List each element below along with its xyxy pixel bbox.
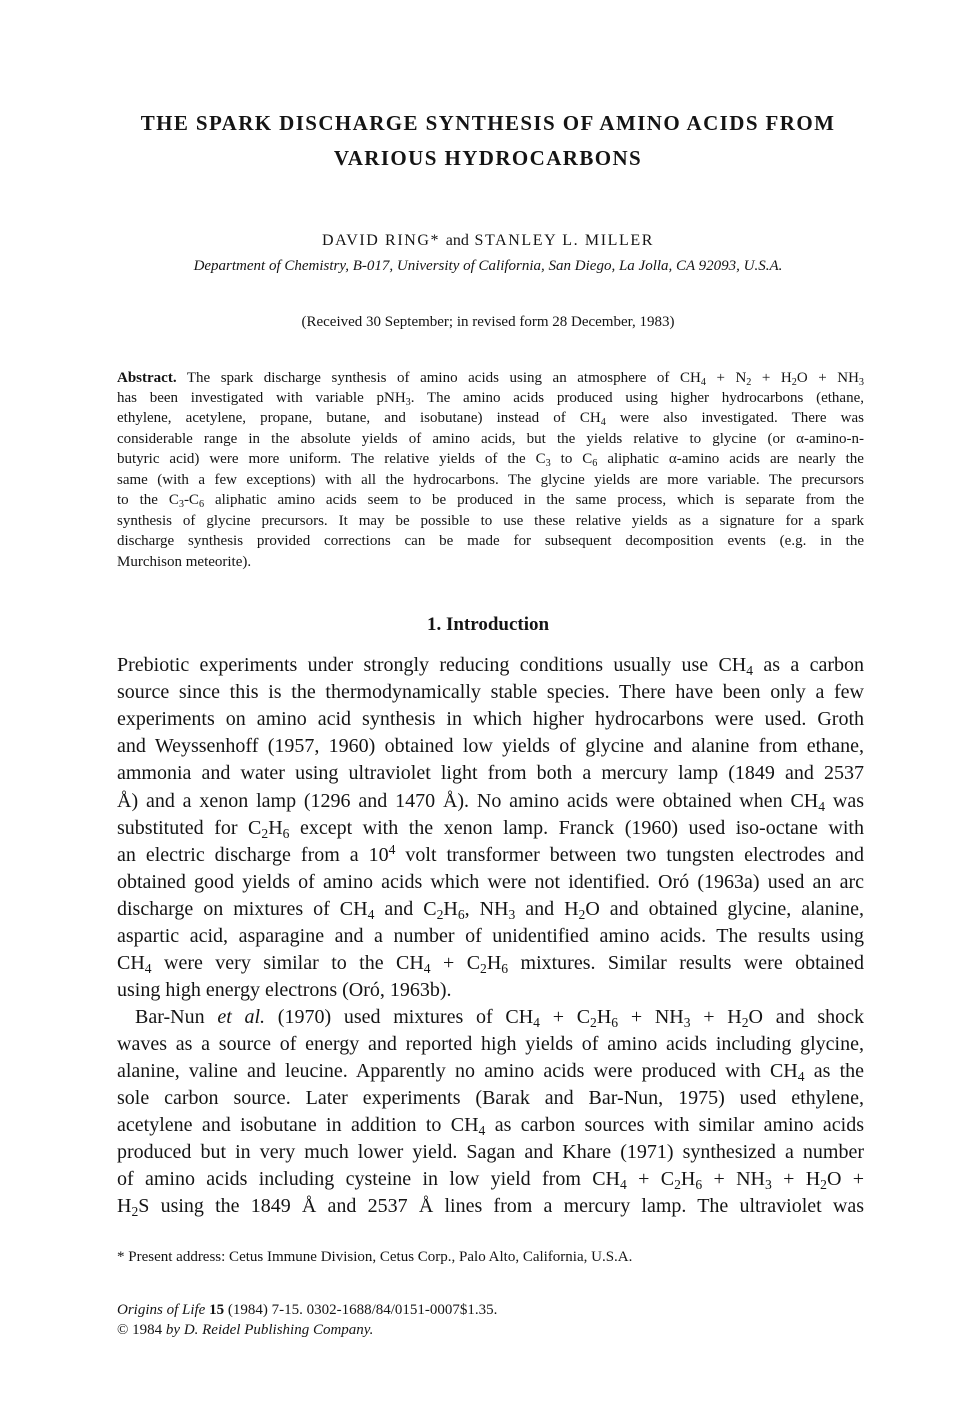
authors-and: and xyxy=(445,232,469,249)
section-heading: 1. Introduction xyxy=(426,614,550,635)
body-line: experiments on amino acid synthesis in which higher hydrocarbons were used. Groth xyxy=(117,708,864,730)
affiliation: Department of Chemistry, B-017, University of California, San Diego, La Jolla, CA 92093, U.S.A. xyxy=(193,258,783,274)
abstract-line: considerable range in the absolute yields of amino acids, but the yields relative to glycine (or α-amino-n- xyxy=(117,431,864,447)
footnote: * Present address: Cetus Immune Division, Cetus Corp., Palo Alto, California, U.S.A. xyxy=(117,1249,633,1265)
body-line: discharge on mixtures of $CH_4$ and $C_2H_6$, $NH_3$ and $H_2O$ and obtained glycine, alanine, xyxy=(117,898,865,923)
body-line: obtained good yields of amino acids which were not identified. Oró (1963a) used an arc xyxy=(117,871,864,893)
body-line: an electric discharge from a $10^4$ volt transformer between two tungsten electrodes and xyxy=(117,842,864,866)
body-line: Bar-Nun et al. (1970) used mixtures of $CH_4 + C_2H_6 + NH_3 + H_2O$ and shock xyxy=(135,1006,864,1031)
journal-name: Origins of Life xyxy=(117,1302,206,1318)
paper-title-line-1: THE SPARK DISCHARGE SYNTHESIS OF AMINO ACIDS FROM xyxy=(140,111,836,135)
body-line: source since this is the thermodynamically stable species. There have been only a few xyxy=(117,681,864,703)
body-line: produced but in very much lower yield. Sagan and Khare (1971) synthesized a number xyxy=(117,1141,864,1163)
authors xyxy=(0,232,976,250)
journal-volume: 15 xyxy=(209,1302,225,1318)
abstract-line: Abstract. The spark discharge synthesis of amino acids using an atmosphere of $CH_4 + N_2 + H_2O + NH_3$ xyxy=(117,370,865,389)
received-date: (Received 30 September; in revised form 28 December, 1983) xyxy=(301,314,675,330)
abstract-line: synthesis of glycine precursors. It may be possible to use these relative yields as a signature for a spark xyxy=(117,513,864,529)
copyright-icon: © xyxy=(117,1322,129,1338)
abstract-line: ethylene, acetylene, propane, butane, and isobutane) instead of $CH_4$ were also investigated. There was xyxy=(117,410,864,429)
publisher: by D. Reidel Publishing Company. xyxy=(165,1322,374,1338)
journal-citation: Origins of Life 15 (1984) 7-15. 0302-1688/84/0151-0007$1.35. xyxy=(117,1302,498,1318)
body-line: aspartic acid, asparagine and a number of unidentified amino acids. The results using xyxy=(117,925,864,947)
body-line: substituted for $C_2H_6$ except with the xenon lamp. Franck (1960) used iso-octane with xyxy=(117,817,864,842)
abstract-line: butyric acid) were more uniform. The relative yields of the $C_3$ to $C_6$ aliphatic α-amino acids are nearly the xyxy=(117,451,864,470)
body-line: of amino acids including cysteine in low yield from $CH_4 + C_2H_6 + NH_3 + H_2O$ + xyxy=(117,1168,864,1193)
author-miller: STANLEY L. MILLER xyxy=(474,232,655,249)
abstract-label: Abstract. xyxy=(117,370,177,386)
body-line: ammonia and water using ultraviolet light from both a mercury lamp (1849 and 2537 xyxy=(117,762,864,784)
abstract-line: same (with a few exceptions) with all the hydrocarbons. The glycine yields are more variable. The precursors xyxy=(117,472,864,488)
body-line: waves as a source of energy and reported high yields of amino acids including glycine, xyxy=(117,1033,864,1055)
body-line: using high energy electrons (Oró, 1963b). xyxy=(117,979,452,1001)
body-line: sole carbon source. Later experiments (Barak and Bar-Nun, 1975) used ethylene, xyxy=(117,1087,864,1109)
body-line: acetylene and isobutane in addition to $CH_4$ as carbon sources with similar amino acids xyxy=(117,1114,865,1139)
body-line: alanine, valine and leucine. Apparently no amino acids were produced with $CH_4$ as the xyxy=(117,1060,865,1085)
body-line: Prebiotic experiments under strongly reducing conditions usually use $CH_4$ as a carbon xyxy=(117,654,865,679)
abstract-line: discharge synthesis provided corrections can be made for subsequent decomposition events (e.g. in the xyxy=(117,533,864,549)
copyright-line: © 1984 by D. Reidel Publishing Company. xyxy=(117,1322,374,1338)
abstract-line: Murchison meteorite). xyxy=(117,554,252,570)
paper-title-line-2: VARIOUS HYDROCARBONS xyxy=(333,146,643,170)
author-ring: DAVID RING* xyxy=(321,232,441,249)
abstract-line: has been investigated with variable pNH$_3$. The amino acids produced using higher hydrocarbons (ethane, xyxy=(117,390,864,409)
body-line: and Weyssenhoff (1957, 1960) obtained low yields of glycine and alanine from ethane, xyxy=(117,735,864,757)
abstract-line: to the $C_3-C_6$ aliphatic amino acids seem to be produced in the same process, which is separate from the xyxy=(117,492,864,511)
body-line: $H_2S$ using the 1849 Å and 2537 Å lines from a mercury lamp. The ultraviolet was xyxy=(117,1195,864,1220)
body-line: $CH_4$ were very similar to the $CH_4 + C_2H_6$ mixtures. Similar results were obtained xyxy=(117,952,864,977)
body-line: Å) and a xenon lamp (1296 and 1470 Å). No amino acids were obtained when $CH_4$ was xyxy=(117,790,864,815)
